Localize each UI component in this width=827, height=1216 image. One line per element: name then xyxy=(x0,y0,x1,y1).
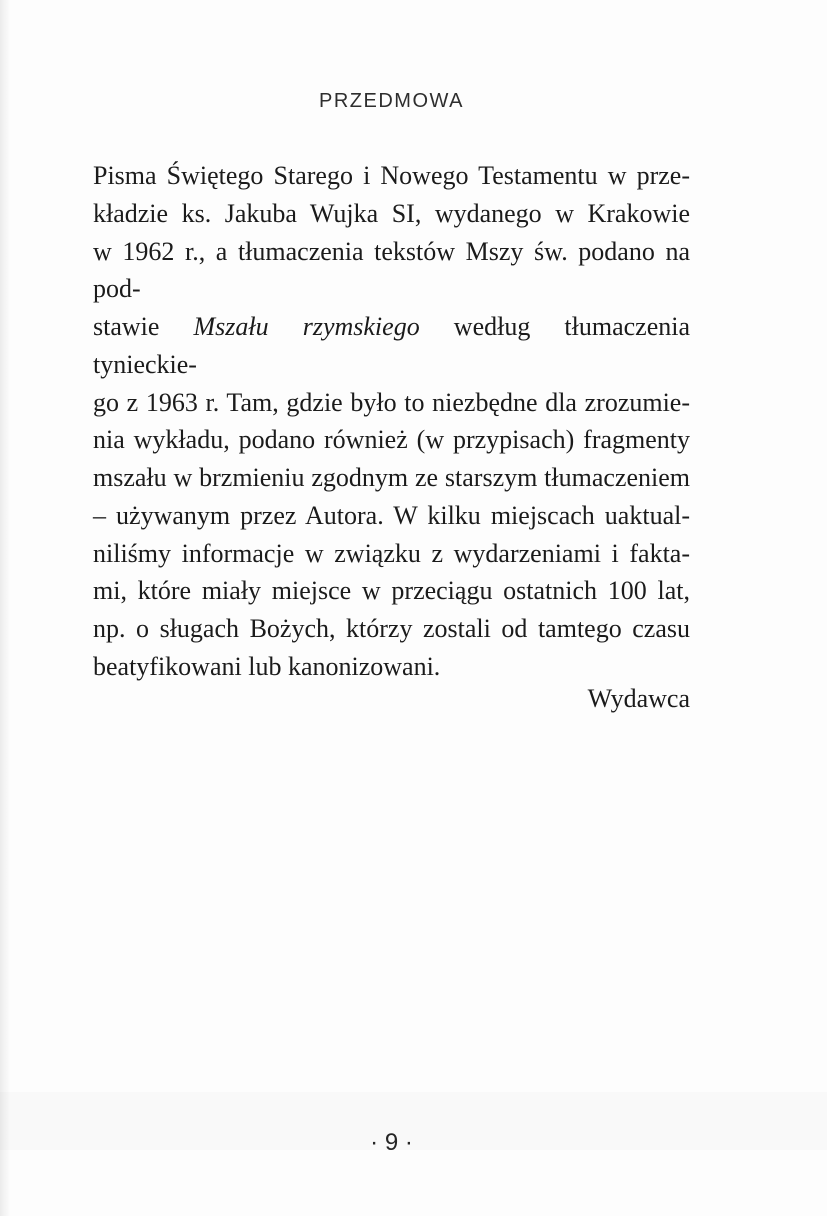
text-segment: stawie xyxy=(93,312,194,341)
body-line xyxy=(93,233,690,309)
text-segment: – używanym przez Autora. W kilku miejscach uaktual- xyxy=(93,500,690,530)
body-line xyxy=(93,535,690,573)
body-text xyxy=(93,157,690,717)
section-heading: PRZEDMOWA xyxy=(319,90,464,112)
text-segment: beatyfikowani lub kanonizowani. xyxy=(93,651,441,681)
text-segment: nia wykładu, podano również (w przypisach) fragmenty xyxy=(93,425,690,455)
signature: Wydawca xyxy=(587,683,690,713)
text-segment: mi, które miały miejsce w przeciągu ostatnich 100 lat, xyxy=(93,576,690,606)
text-segment: niliśmy informacje w związku z wydarzeniami i fakta- xyxy=(93,538,690,568)
body-line xyxy=(93,195,690,233)
body-line xyxy=(93,421,690,459)
text-segment: w 1962 r., a tłumaczenia tekstów Mszy św. podano na pod- xyxy=(93,236,690,304)
italic-title-segment: Mszału rzymskiego xyxy=(193,312,420,341)
text-segment: według tłumaczenia tynieckie- xyxy=(93,312,691,379)
text-segment: go z 1963 r. Tam, gdzie było to niezbędne dla zrozumie- xyxy=(93,387,690,417)
body-line xyxy=(93,308,690,384)
text-segment: kładzie ks. Jakuba Wujka SI, wydanego w Krakowie xyxy=(93,198,690,228)
body-line xyxy=(93,459,690,497)
text-segment: Pisma Świętego Starego i Nowego Testamentu w prze- xyxy=(93,161,690,190)
body-line xyxy=(93,572,690,610)
body-line xyxy=(93,497,690,535)
page-number: · 9 · xyxy=(370,1129,413,1156)
body-line xyxy=(93,610,690,648)
body-line xyxy=(93,157,690,195)
text-segment: mszału w brzmieniu zgodnym ze starszym tłumaczeniem xyxy=(93,463,690,492)
body-line xyxy=(93,384,690,422)
text-segment: np. o sługach Bożych, którzy zostali od tamtego czasu xyxy=(93,614,690,643)
